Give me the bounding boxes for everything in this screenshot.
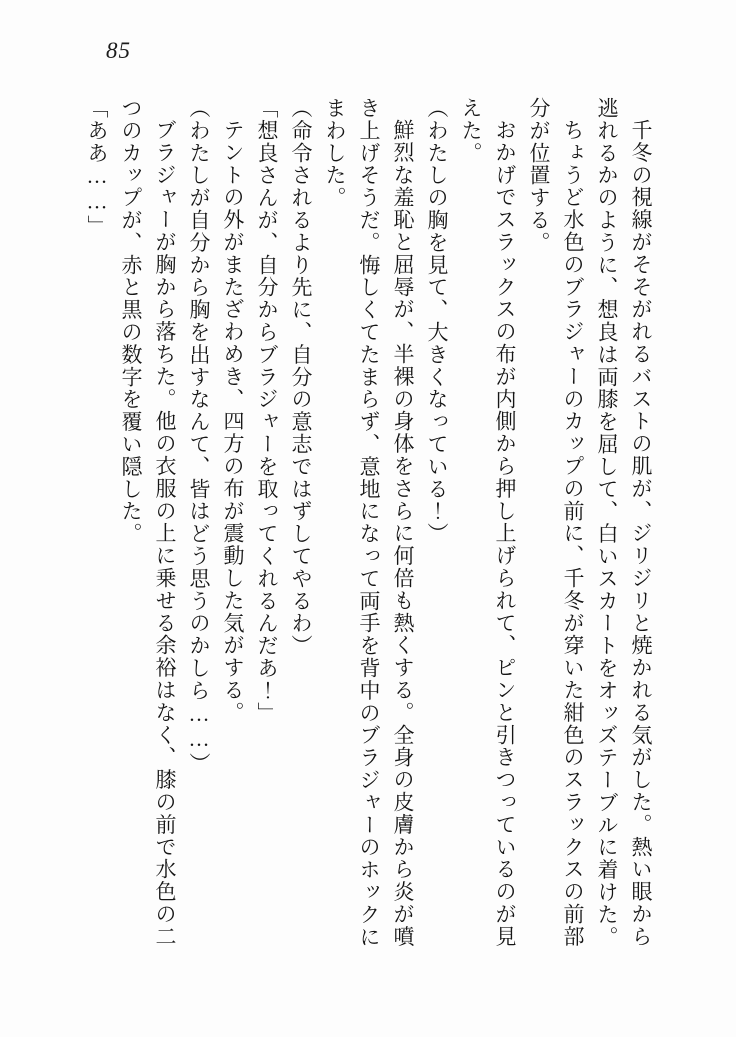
text-line: （わたしが自分から胸を出すなんて、皆はどう思うのかしら……） (187, 97, 211, 775)
text-line: 千冬の視線がそそがれるバストの肌が、ジリジリと焼かれる気がした。熱い眼から (629, 119, 653, 948)
text-line: 「想良さんが、自分からブラジャーを取ってくれるんだあ！」 (255, 97, 279, 725)
text-line: （命令されるより先に、自分の意志ではずしてやるわ） (289, 97, 313, 657)
text-line: き上げそうだ。悔しくてたまらず、意地になって両手を背中のブラジャーのホックに (357, 97, 381, 949)
text-line: （わたしの胸を見て、大きくなっている！） (425, 97, 449, 545)
text-line: えた。 (459, 97, 483, 165)
page-number: 85 (106, 38, 131, 63)
text-line: つのカップが、赤と黒の数字を覆い隠した。 (119, 97, 143, 545)
text-line: テントの外がまたざわめき、四方の布が震動した気がする。 (221, 119, 245, 724)
text-line: おかげでスラックスの布が内側から押し上げられて、ピンと引きつっているのが見 (493, 119, 517, 948)
text-line: ちょうど水色のブラジャーのカップの前に、千冬が穿いた紺色のスラックスの前部 (561, 119, 585, 948)
text-line: ブラジャーが胸から落ちた。他の衣服の上に乗せる余裕はなく、膝の前で水色の二 (153, 119, 177, 948)
text-line: 逃れるかのように、想良は両膝を屈して、白いスカートをオッズテーブルに着けた。 (595, 97, 619, 949)
vertical-text-block (80, 97, 658, 957)
text-line: 「ああ……」 (85, 97, 109, 238)
text-line: 分が位置する。 (527, 97, 551, 254)
text-line: 鮮烈な羞恥と屈辱が、半裸の身体をさらに何倍も熱くする。全身の皮膚から炎が噴 (391, 119, 415, 948)
text-line: まわした。 (323, 97, 347, 209)
